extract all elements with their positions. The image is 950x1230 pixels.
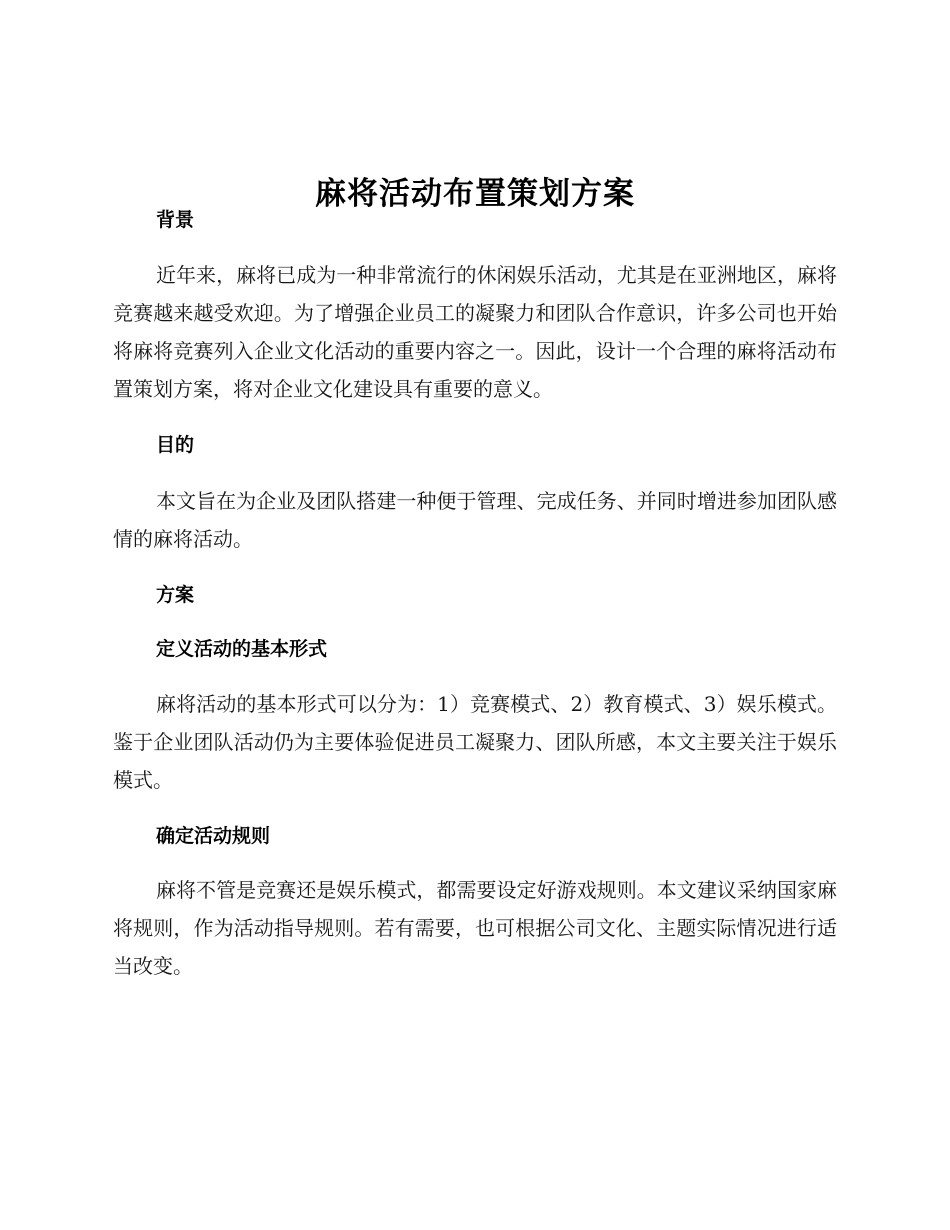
paragraph-rules: 麻将不管是竞赛还是娱乐模式，都需要设定好游戏规则。本文建议采纳国家麻将规则，作为活动指导规则。若有需要，也可根据公司文化、主题实际情况进行适当改变。 bbox=[113, 878, 837, 978]
paragraph-background: 近年来，麻将已成为一种非常流行的休闲娱乐活动，尤其是在亚洲地区，麻将竞赛越来越受欢迎。为了增强企业员工的凝聚力和团队合作意识，许多公司也开始将麻将竞赛列入企业文化活动的重要内容之一。因此，设计一个合理的麻将活动布置策划方案，将对企业文化建设具有重要的意义。 bbox=[113, 263, 837, 401]
heading-goal: 目的 bbox=[156, 434, 195, 456]
heading-rules: 确定活动规则 bbox=[156, 825, 271, 847]
heading-basic-form: 定义活动的基本形式 bbox=[156, 638, 328, 660]
document-title: 麻将活动布置策划方案 bbox=[315, 175, 635, 212]
paragraph-basic-form: 麻将活动的基本形式可以分为：1）竞赛模式、2）教育模式、3）娱乐模式。鉴于企业团队活动仍为主要体验促进员工凝聚力、团队所感，本文主要关注于娱乐模式。 bbox=[113, 692, 837, 792]
document-body bbox=[113, 203, 837, 985]
heading-plan: 方案 bbox=[156, 584, 195, 606]
paragraph-goal: 本文旨在为企业及团队搭建一种便于管理、完成任务、并同时增进参加团队感情的麻将活动。 bbox=[113, 489, 837, 551]
heading-background: 背景 bbox=[156, 209, 195, 231]
